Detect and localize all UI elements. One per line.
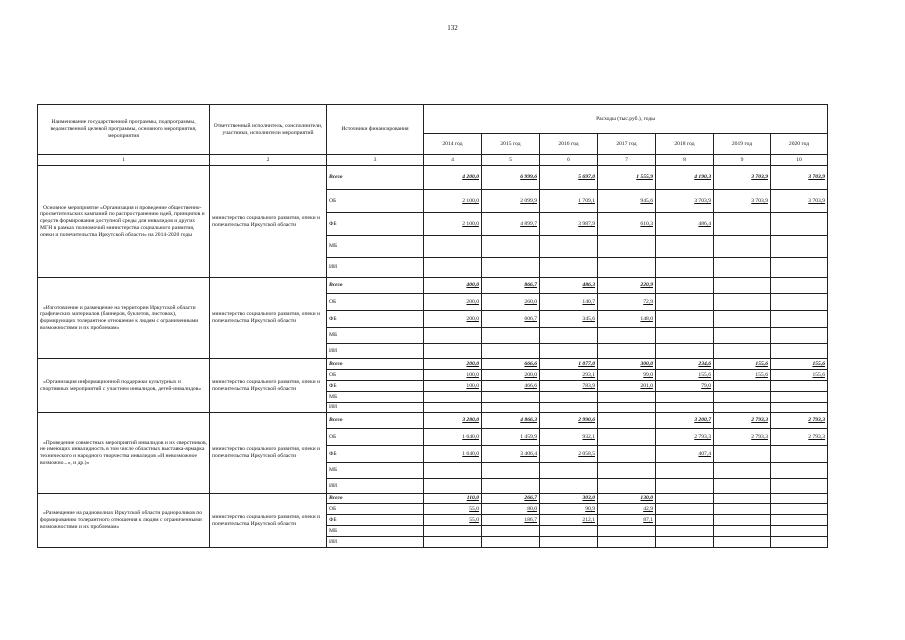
expense-value: 200,0 bbox=[424, 311, 482, 328]
funding-source: ИИ bbox=[327, 344, 424, 359]
expense-value: 4 866,3 bbox=[482, 413, 540, 429]
expense-value bbox=[714, 236, 771, 258]
executor-name: министерство социального развития, опеки и попечительства Иркутской области bbox=[210, 359, 327, 413]
header-executor: Ответственный исполнитель, соисполнители, участники, исполнители мероприятий bbox=[210, 105, 327, 155]
expense-value: 1 555,9 bbox=[598, 166, 656, 190]
expense-value bbox=[656, 526, 714, 537]
column-number: 5 bbox=[482, 155, 540, 166]
expense-value bbox=[598, 258, 656, 278]
expense-value bbox=[482, 392, 540, 403]
expense-value bbox=[714, 294, 771, 311]
header-year: 2020 год bbox=[771, 134, 828, 155]
column-number: 8 bbox=[656, 155, 714, 166]
funding-source: ФБ bbox=[327, 311, 424, 328]
expense-value bbox=[656, 515, 714, 526]
funding-source: ИИ bbox=[327, 537, 424, 548]
expense-value bbox=[424, 479, 482, 494]
expense-value: 87,1 bbox=[598, 515, 656, 526]
expense-value bbox=[598, 479, 656, 494]
expense-value bbox=[598, 403, 656, 413]
expense-value: 99,0 bbox=[598, 370, 656, 381]
expense-value bbox=[482, 479, 540, 494]
expense-value bbox=[656, 479, 714, 494]
expense-value: 186,7 bbox=[482, 515, 540, 526]
expense-value: 2 990,6 bbox=[540, 413, 598, 429]
expense-value bbox=[424, 526, 482, 537]
expense-value bbox=[424, 537, 482, 548]
expense-value bbox=[482, 258, 540, 278]
expense-value bbox=[714, 258, 771, 278]
expense-value: 610,3 bbox=[598, 213, 656, 236]
expense-value bbox=[771, 344, 828, 359]
expense-value: 3 703,9 bbox=[656, 190, 714, 213]
header-expenses: Расходы (тыс.руб.), годы bbox=[424, 105, 828, 134]
expense-value: 303,0 bbox=[540, 494, 598, 504]
expense-value: 2 100,0 bbox=[424, 213, 482, 236]
executor-name: министерство социального развития, опеки и попечительства Иркутской области bbox=[210, 413, 327, 494]
expense-value: 80,0 bbox=[482, 504, 540, 515]
expense-value bbox=[598, 537, 656, 548]
expense-value: 148,0 bbox=[598, 311, 656, 328]
expense-value: 1 640,0 bbox=[424, 429, 482, 446]
activity-name: «Изготовление и размещение на территории Иркутской области графических материалов (баннеров, буклетов, листовок), формирующих толерантное отношение к людям с ограниченными возможностями и их проблемам» bbox=[38, 278, 210, 359]
expense-value bbox=[771, 463, 828, 479]
expense-value: 1 459,9 bbox=[482, 429, 540, 446]
activity-name: «Организация информационной поддержки культурных и спортивных мероприятий с участием инвалидов, детей-инвалидов» bbox=[38, 359, 210, 413]
expense-value: 3 200,7 bbox=[656, 413, 714, 429]
executor-name: министерство социального развития, опеки и попечительства Иркутской области bbox=[210, 278, 327, 359]
funding-source: Всего bbox=[327, 278, 424, 294]
expense-value bbox=[424, 403, 482, 413]
expense-value: 2 793,3 bbox=[771, 429, 828, 446]
expense-value: 155,6 bbox=[771, 370, 828, 381]
table-row bbox=[38, 413, 828, 429]
funding-source: ОБ bbox=[327, 429, 424, 446]
expense-value bbox=[540, 537, 598, 548]
expense-value bbox=[714, 494, 771, 504]
funding-source: МБ bbox=[327, 328, 424, 344]
expense-value: 2 793,3 bbox=[714, 413, 771, 429]
expense-value bbox=[656, 236, 714, 258]
expense-value bbox=[598, 413, 656, 429]
expense-value bbox=[540, 236, 598, 258]
expense-value bbox=[771, 392, 828, 403]
column-number: 2 bbox=[210, 155, 327, 166]
column-number: 3 bbox=[327, 155, 424, 166]
executor-name: министерство социального развития, опеки и попечительства Иркутской области bbox=[210, 494, 327, 548]
expense-value bbox=[540, 479, 598, 494]
expense-value bbox=[771, 504, 828, 515]
column-number: 1 bbox=[38, 155, 210, 166]
expense-value: 3 703,9 bbox=[714, 166, 771, 190]
expense-value: 2 099,9 bbox=[482, 190, 540, 213]
expense-value: 400,0 bbox=[424, 278, 482, 294]
expense-value: 3 703,9 bbox=[714, 190, 771, 213]
column-number: 6 bbox=[540, 155, 598, 166]
header-source: Источники финансирования bbox=[327, 105, 424, 155]
expense-value bbox=[714, 526, 771, 537]
expense-value bbox=[424, 344, 482, 359]
header-year: 2015 год bbox=[482, 134, 540, 155]
expense-value: 234,6 bbox=[656, 359, 714, 370]
column-number: 10 bbox=[771, 155, 828, 166]
expense-value: 3 703,9 bbox=[771, 166, 828, 190]
funding-source: ФБ bbox=[327, 515, 424, 526]
expense-value bbox=[771, 537, 828, 548]
funding-source: МБ bbox=[327, 236, 424, 258]
expense-value bbox=[714, 328, 771, 344]
funding-source: ФБ bbox=[327, 446, 424, 463]
header-name: Наименование государственной программы, подпрограммы, ведомственной целевой программы, основного мероприятия, мероприятия bbox=[38, 105, 210, 155]
expense-value bbox=[771, 328, 828, 344]
expense-value: 1 077,0 bbox=[540, 359, 598, 370]
expense-value bbox=[540, 344, 598, 359]
expense-value bbox=[714, 515, 771, 526]
expense-value bbox=[656, 294, 714, 311]
funding-source: ОБ bbox=[327, 370, 424, 381]
funding-source: МБ bbox=[327, 463, 424, 479]
expense-value: 155,6 bbox=[656, 370, 714, 381]
expense-value bbox=[424, 392, 482, 403]
funding-source: ОБ bbox=[327, 190, 424, 213]
expense-value: 486,4 bbox=[656, 213, 714, 236]
expense-value bbox=[598, 446, 656, 463]
expense-value: 266,7 bbox=[482, 494, 540, 504]
expense-value bbox=[598, 429, 656, 446]
expense-value bbox=[482, 236, 540, 258]
header-year: 2016 год bbox=[540, 134, 598, 155]
expense-value bbox=[771, 278, 828, 294]
expense-value: 783,9 bbox=[540, 381, 598, 392]
expense-value: 110,0 bbox=[424, 494, 482, 504]
expense-value bbox=[424, 236, 482, 258]
table-row bbox=[38, 166, 828, 190]
expense-value: 300,0 bbox=[598, 359, 656, 370]
expense-value bbox=[656, 258, 714, 278]
expense-value bbox=[771, 494, 828, 504]
expense-value: 606,7 bbox=[482, 311, 540, 328]
expense-value: 72,9 bbox=[598, 294, 656, 311]
expense-value bbox=[656, 463, 714, 479]
expense-value: 200,0 bbox=[482, 370, 540, 381]
expense-value bbox=[482, 403, 540, 413]
expense-value: 486,3 bbox=[540, 278, 598, 294]
expense-value bbox=[771, 446, 828, 463]
expense-value bbox=[482, 526, 540, 537]
funding-source: ФБ bbox=[327, 381, 424, 392]
expense-value bbox=[656, 311, 714, 328]
expense-value: 3 703,9 bbox=[771, 190, 828, 213]
expense-value bbox=[714, 446, 771, 463]
expense-value: 866,7 bbox=[482, 278, 540, 294]
header-year: 2019 год bbox=[714, 134, 771, 155]
funding-source: ОБ bbox=[327, 504, 424, 515]
expense-value bbox=[714, 537, 771, 548]
expense-value bbox=[714, 311, 771, 328]
expense-value bbox=[424, 463, 482, 479]
expense-value: 293,1 bbox=[540, 370, 598, 381]
expense-value bbox=[656, 537, 714, 548]
expense-value: 200,0 bbox=[424, 359, 482, 370]
expense-value bbox=[598, 392, 656, 403]
expense-value bbox=[714, 278, 771, 294]
activity-name: «Размещение на радиоволнах Иркутской области радиороликов по формированию толерантного отношения к людям с ограниченными возможностями и их проблемам» bbox=[38, 494, 210, 548]
funding-source: ИИ bbox=[327, 258, 424, 278]
expense-value: 666,6 bbox=[482, 359, 540, 370]
expense-value bbox=[714, 213, 771, 236]
expense-value bbox=[714, 344, 771, 359]
expense-value bbox=[598, 463, 656, 479]
expense-value: 140,7 bbox=[540, 294, 598, 311]
header-year: 2014 год bbox=[424, 134, 482, 155]
table-row bbox=[38, 494, 828, 504]
expense-value bbox=[771, 213, 828, 236]
expense-value: 260,0 bbox=[482, 294, 540, 311]
funding-source: Всего bbox=[327, 494, 424, 504]
expense-value bbox=[771, 294, 828, 311]
expense-value: 155,6 bbox=[714, 370, 771, 381]
header-year: 2018 год bbox=[656, 134, 714, 155]
expense-value bbox=[540, 463, 598, 479]
expense-value bbox=[771, 403, 828, 413]
column-number: 9 bbox=[714, 155, 771, 166]
expense-value bbox=[540, 403, 598, 413]
expense-value bbox=[771, 381, 828, 392]
column-number: 4 bbox=[424, 155, 482, 166]
expense-value: 200,0 bbox=[424, 294, 482, 311]
budget-table bbox=[37, 104, 828, 548]
funding-source: ОБ bbox=[327, 294, 424, 311]
expense-value bbox=[714, 381, 771, 392]
expense-value bbox=[482, 537, 540, 548]
expense-value bbox=[714, 403, 771, 413]
expense-value bbox=[714, 504, 771, 515]
expense-value bbox=[656, 403, 714, 413]
expense-value bbox=[540, 392, 598, 403]
expense-value bbox=[771, 311, 828, 328]
page-number: 132 bbox=[447, 24, 458, 32]
expense-value: 100,0 bbox=[424, 370, 482, 381]
expense-value: 212,1 bbox=[540, 515, 598, 526]
expense-value: 1 640,0 bbox=[424, 446, 482, 463]
funding-source: Всего bbox=[327, 413, 424, 429]
expense-value bbox=[771, 515, 828, 526]
expense-value bbox=[714, 479, 771, 494]
expense-value bbox=[656, 494, 714, 504]
expense-value: 55,0 bbox=[424, 504, 482, 515]
expense-value: 155,6 bbox=[771, 359, 828, 370]
expense-value: 79,0 bbox=[656, 381, 714, 392]
funding-source: ФБ bbox=[327, 213, 424, 236]
expense-value: 6 999,6 bbox=[482, 166, 540, 190]
table-row bbox=[38, 278, 828, 294]
expense-value bbox=[540, 328, 598, 344]
funding-source: ИИ bbox=[327, 403, 424, 413]
expense-value bbox=[714, 463, 771, 479]
expense-value bbox=[656, 392, 714, 403]
expense-value bbox=[540, 526, 598, 537]
expense-value: 42,9 bbox=[598, 504, 656, 515]
expense-value: 3 406,4 bbox=[482, 446, 540, 463]
expense-value: 3 987,9 bbox=[540, 213, 598, 236]
expense-value bbox=[482, 328, 540, 344]
expense-value bbox=[540, 258, 598, 278]
funding-source: ИИ bbox=[327, 479, 424, 494]
expense-value bbox=[598, 526, 656, 537]
expense-value bbox=[656, 278, 714, 294]
column-number: 7 bbox=[598, 155, 656, 166]
expense-value: 2 100,0 bbox=[424, 190, 482, 213]
expense-value bbox=[656, 344, 714, 359]
expense-value: 55,0 bbox=[424, 515, 482, 526]
expense-value: 2 058,5 bbox=[540, 446, 598, 463]
funding-source: МБ bbox=[327, 392, 424, 403]
expense-value: 100,0 bbox=[424, 381, 482, 392]
expense-value: 155,6 bbox=[714, 359, 771, 370]
expense-value: 945,6 bbox=[598, 190, 656, 213]
expense-value: 4 200,0 bbox=[424, 166, 482, 190]
expense-value bbox=[714, 392, 771, 403]
expense-value bbox=[656, 328, 714, 344]
expense-value: 4 899,7 bbox=[482, 213, 540, 236]
expense-value bbox=[598, 328, 656, 344]
activity-name: Основное мероприятие «Организация и проведение общественно-просветительских кампаний по распространению идей, принципов и средств формирования доступной среды для инвалидов и других МГН в рамках полномочий министерства социального развития, опеки и попечительства Иркутской области» на 2014-2020 годы bbox=[38, 166, 210, 278]
expense-value: 3 280,0 bbox=[424, 413, 482, 429]
funding-source: Всего bbox=[327, 359, 424, 370]
expense-value: 2 793,3 bbox=[771, 413, 828, 429]
expense-value: 130,0 bbox=[598, 494, 656, 504]
table-row bbox=[38, 359, 828, 370]
executor-name: министерство социального развития, опеки и попечительства Иркутской области bbox=[210, 166, 327, 278]
expense-value bbox=[771, 236, 828, 258]
expense-value bbox=[771, 258, 828, 278]
expense-value bbox=[771, 479, 828, 494]
expense-value bbox=[656, 504, 714, 515]
expense-value: 932,1 bbox=[540, 429, 598, 446]
expense-value bbox=[482, 344, 540, 359]
expense-value: 201,0 bbox=[598, 381, 656, 392]
header-year: 2017 год bbox=[598, 134, 656, 155]
expense-value: 1 709,1 bbox=[540, 190, 598, 213]
expense-value: 220,9 bbox=[598, 278, 656, 294]
column-numbers-row bbox=[38, 155, 828, 166]
expense-value: 466,6 bbox=[482, 381, 540, 392]
expense-value: 407,4 bbox=[656, 446, 714, 463]
expense-value bbox=[424, 258, 482, 278]
expense-value bbox=[482, 463, 540, 479]
expense-value bbox=[598, 236, 656, 258]
expense-value: 2 793,3 bbox=[714, 429, 771, 446]
expense-value bbox=[771, 526, 828, 537]
activity-name: «Проведение совместных мероприятий инвалидов и их сверстников, не имеющих инвалидность в том числе областных выставка-ярмарка технического и народного творчества инвалидов «И невозможное возможно...», и др.)» bbox=[38, 413, 210, 494]
expense-value: 345,6 bbox=[540, 311, 598, 328]
expense-value: 4 190,3 bbox=[656, 166, 714, 190]
expense-value bbox=[424, 328, 482, 344]
expense-value: 2 793,3 bbox=[656, 429, 714, 446]
expense-value: 5 697,0 bbox=[540, 166, 598, 190]
expense-value: 90,9 bbox=[540, 504, 598, 515]
funding-source: МБ bbox=[327, 526, 424, 537]
expense-value bbox=[598, 344, 656, 359]
funding-source: Всего bbox=[327, 166, 424, 190]
